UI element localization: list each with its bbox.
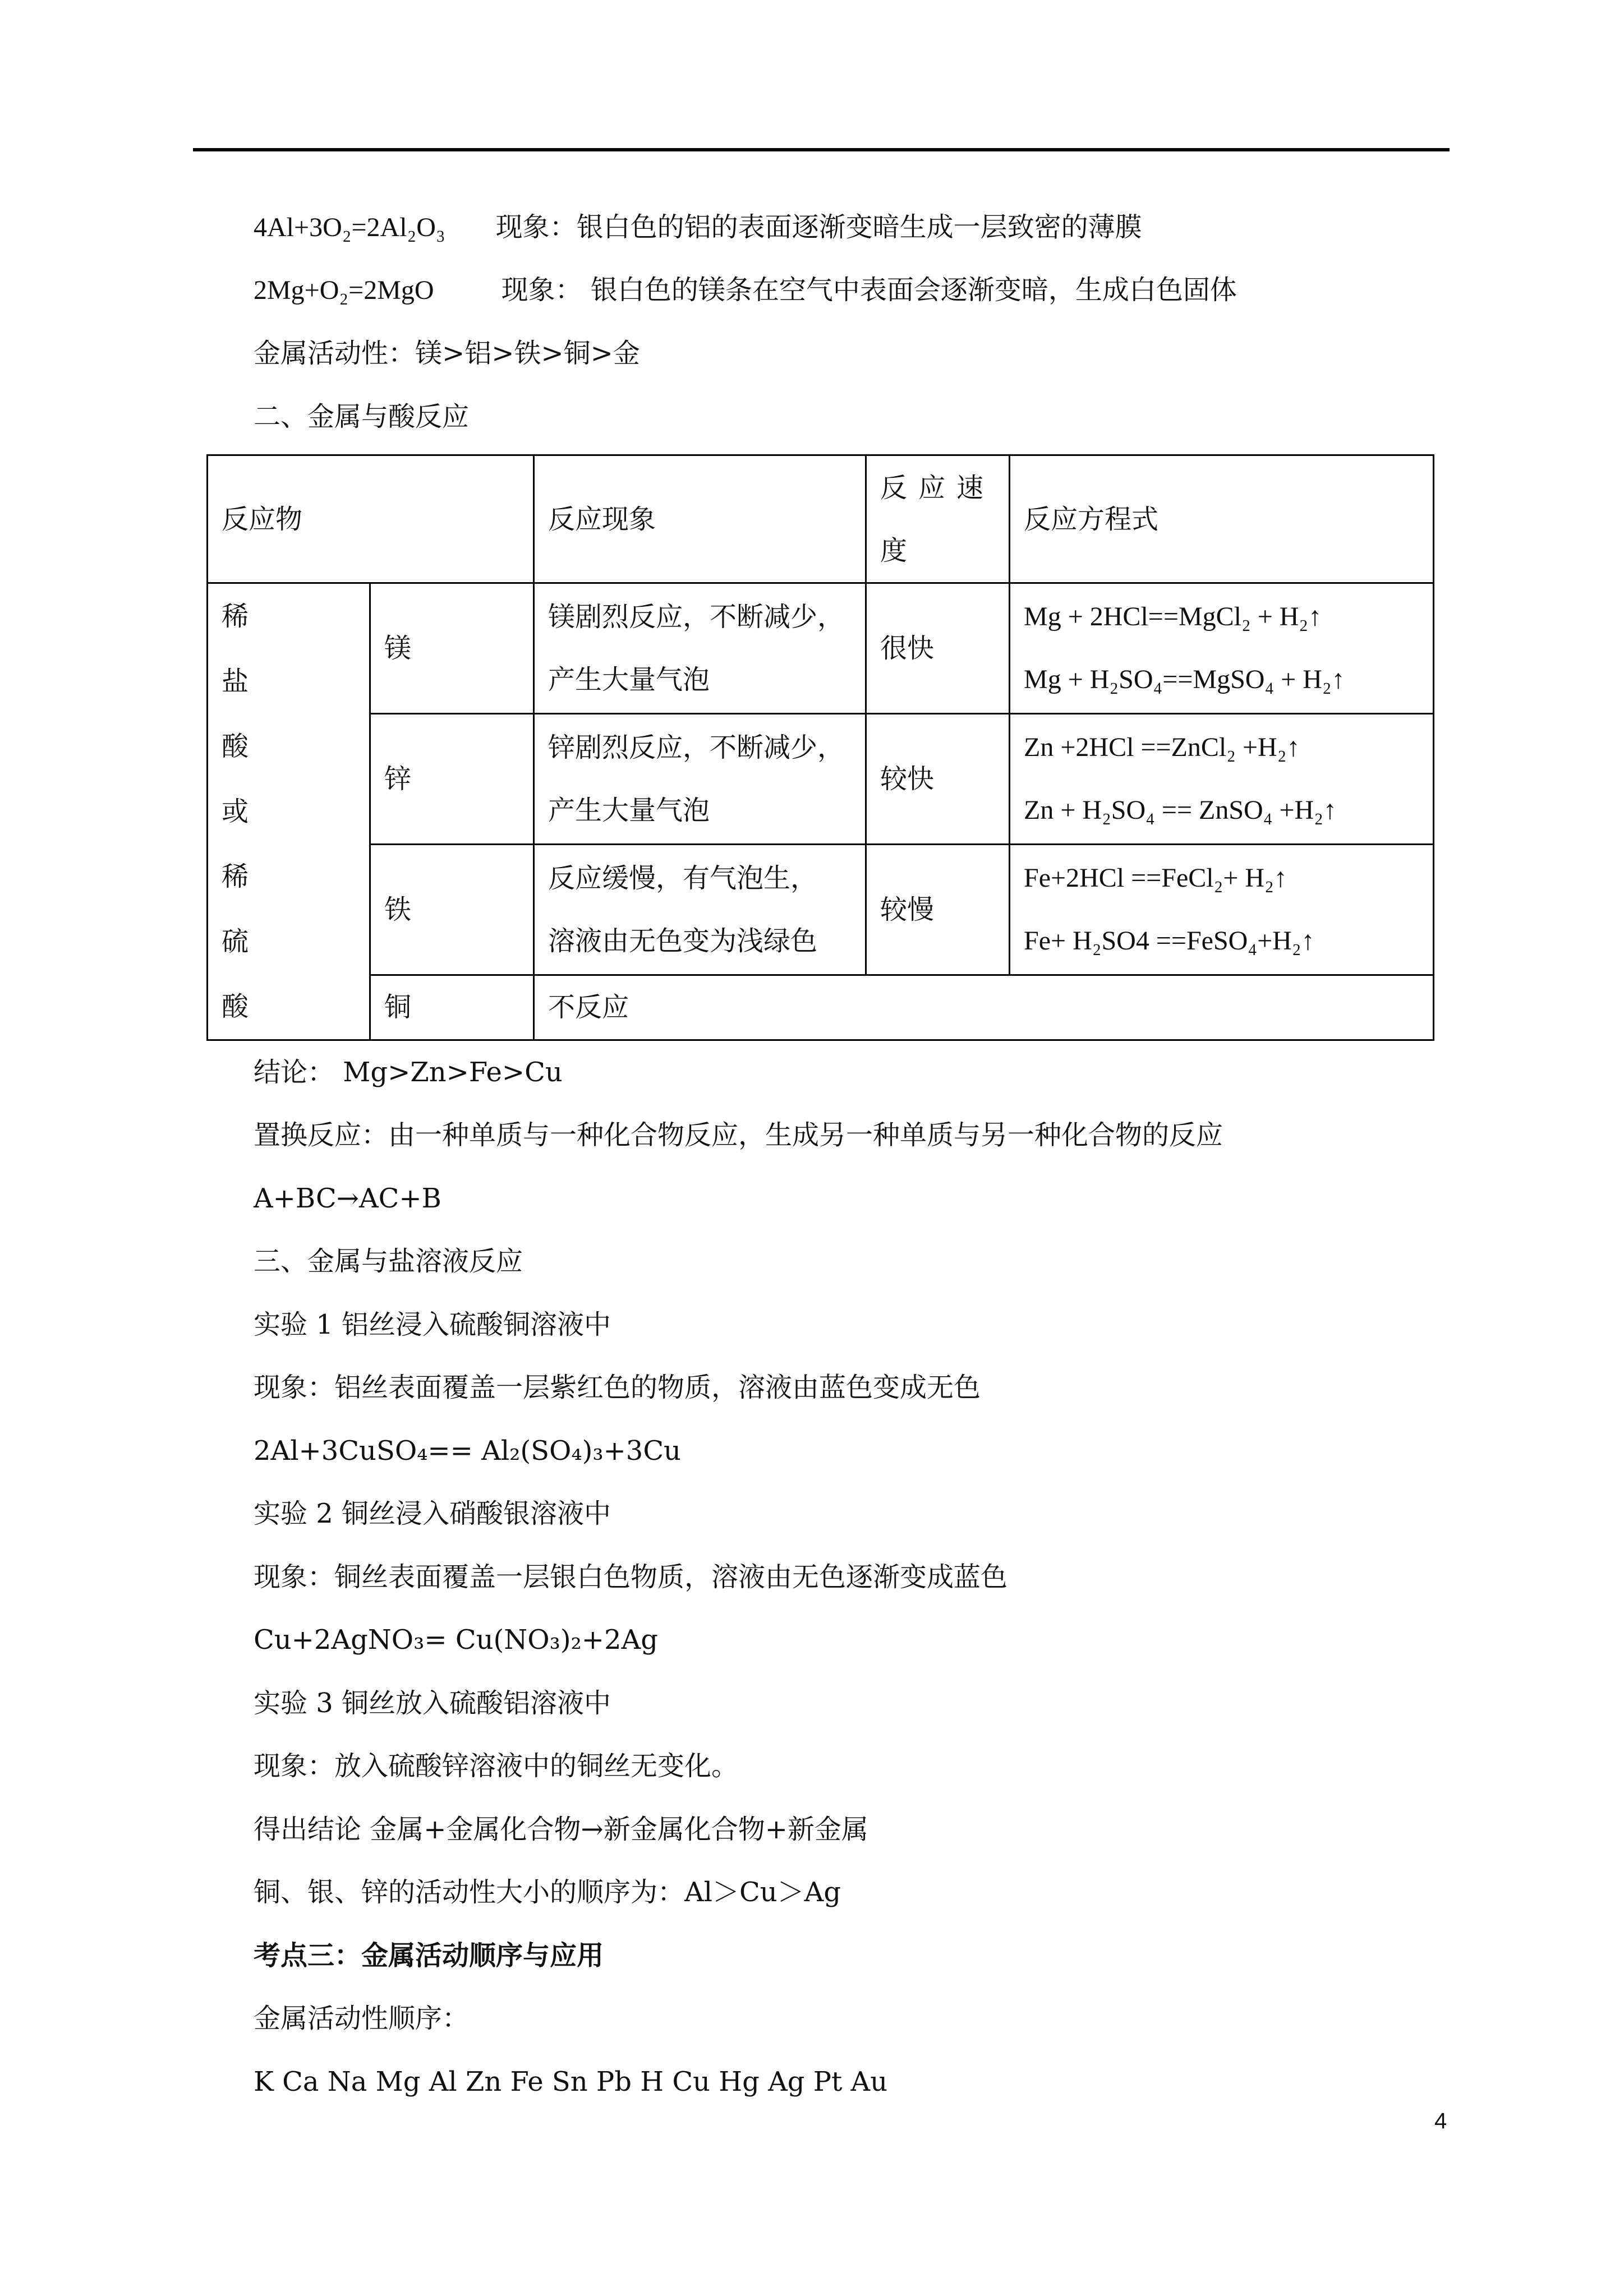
reaction-table xyxy=(206,454,1434,1041)
equation-line: Fe+ H₂SO4 ==FeSO₄+H₂↑ xyxy=(1024,925,1315,956)
header-rule xyxy=(193,148,1450,151)
text-line: 实验 2 铜丝浸入硝酸银溶液中 xyxy=(254,1498,611,1529)
section-heading: 三、金属与盐溶液反应 xyxy=(254,1246,523,1277)
phenomenon-line: 镁剧烈反应，不断减少， xyxy=(548,601,845,633)
equation-line: Zn +2HCl ==ZnCl₂ +H₂↑ xyxy=(1024,732,1300,762)
acid-char: 稀 xyxy=(222,601,249,632)
acid-char: 酸 xyxy=(222,731,249,762)
metal-cell: 铁 xyxy=(370,844,534,975)
phenomenon-cell xyxy=(534,844,866,975)
equation-line: Mg + 2HCl==MgCl₂ + H₂↑ xyxy=(1024,601,1322,631)
phenomenon-cell xyxy=(534,583,866,714)
text-line: 实验 3 铜丝放入硫酸铝溶液中 xyxy=(254,1688,611,1719)
table-row xyxy=(208,713,1434,844)
text-line: 实验 1 铝丝浸入硫酸铜溶液中 xyxy=(254,1309,611,1340)
phenomenon-cell xyxy=(534,713,866,844)
text-line: 现象：铜丝表面覆盖一层银白色物质，溶液由无色逐渐变成蓝色 xyxy=(254,1561,1008,1593)
text-line xyxy=(254,273,1237,307)
header-cell: 反应方程式 xyxy=(1010,455,1434,583)
equation-line: Zn + H₂SO₄ == ZnSO₄ +H₂↑ xyxy=(1024,795,1337,825)
section-heading: 二、金属与酸反应 xyxy=(254,401,470,432)
text-line: 现象：铝丝表面覆盖一层紫红色的物质，溶液由蓝色变成无色 xyxy=(254,1372,981,1403)
header-cell: 反应速度 xyxy=(866,455,1010,583)
phenomenon-line: 溶液由无色变为浅绿色 xyxy=(548,925,818,957)
acid-char: 稀 xyxy=(222,861,249,892)
phenomenon-text: 现象：银白色的铝的表面逐渐变暗生成一层致密的薄膜 xyxy=(495,211,1142,243)
equation-cell xyxy=(1010,583,1434,714)
table-row xyxy=(208,844,1434,975)
equation-cell xyxy=(1010,713,1434,844)
phenomenon-line: 反应缓慢，有气泡生， xyxy=(548,862,818,894)
equation-line: 2Al+3CuSO₄== Al₂(SO₄)₃+3Cu xyxy=(254,1435,681,1467)
metal-cell: 铜 xyxy=(370,975,534,1040)
header-cell: 反应物 xyxy=(208,455,534,583)
text-line: 现象：放入硫酸锌溶液中的铜丝无变化。 xyxy=(254,1750,739,1782)
table-header-row xyxy=(208,455,1434,583)
activity-series-line: K Ca Na Mg Al Zn Fe Sn Pb H Cu Hg Ag Pt Au xyxy=(254,2066,888,2097)
equation: 4Al+3O₂=2Al₂O₃ xyxy=(254,213,445,242)
speed-cell: 较快 xyxy=(866,713,1010,844)
acid-char: 酸 xyxy=(222,991,249,1022)
text-line: 置换反应：由一种单质与一种化合物反应，生成另一种单质与另一种化合物的反应 xyxy=(254,1119,1223,1151)
header-cell: 反应现象 xyxy=(534,455,866,583)
text-line xyxy=(254,210,1142,245)
equation-line: Fe+2HCl ==FeCl₂+ H₂↑ xyxy=(1024,863,1287,893)
equation-cell xyxy=(1010,844,1434,975)
section-heading: 考点三：金属活动顺序与应用 xyxy=(254,1940,604,1971)
phenomenon-line: 产生大量气泡 xyxy=(548,663,710,695)
speed-cell: 很快 xyxy=(866,583,1010,714)
text-line: 铜、银、锌的活动性大小的顺序为：Al＞Cu＞Ag xyxy=(254,1877,841,1908)
text-line: 金属活动性：镁>铝>铁>铜>金 xyxy=(254,338,640,369)
table-row xyxy=(208,975,1434,1040)
equation-line: A+BC→AC+B xyxy=(254,1183,441,1214)
phenomenon-line: 锌剧烈反应，不断减少， xyxy=(548,731,845,763)
table-row xyxy=(208,583,1434,714)
phenomenon-line: 产生大量气泡 xyxy=(548,794,710,826)
metal-cell: 锌 xyxy=(370,713,534,844)
acid-char: 盐 xyxy=(222,666,249,697)
equation-line: Cu+2AgNO₃= Cu(NO₃)₂+2Ag xyxy=(254,1624,658,1656)
phenomenon-cell: 不反应 xyxy=(534,975,1434,1040)
phenomenon-text: 现象： 银白色的镁条在空气中表面会逐渐变暗，生成白色固体 xyxy=(501,274,1237,306)
acid-char: 或 xyxy=(222,796,249,827)
acid-char: 硫 xyxy=(222,926,249,957)
equation-line: Mg + H₂SO₄==MgSO₄ + H₂↑ xyxy=(1024,664,1345,694)
page-number: 4 xyxy=(1434,2109,1447,2133)
text-line: 结论： Mg>Zn>Fe>Cu xyxy=(254,1057,563,1088)
equation: 2Mg+O₂=2MgO xyxy=(254,275,434,305)
speed-cell: 较慢 xyxy=(866,844,1010,975)
text-line: 得出结论 金属+金属化合物→新金属化合物+新金属 xyxy=(254,1814,868,1845)
acid-cell xyxy=(208,583,370,1040)
text-line: 金属活动性顺序： xyxy=(254,2003,470,2034)
metal-cell: 镁 xyxy=(370,583,534,714)
